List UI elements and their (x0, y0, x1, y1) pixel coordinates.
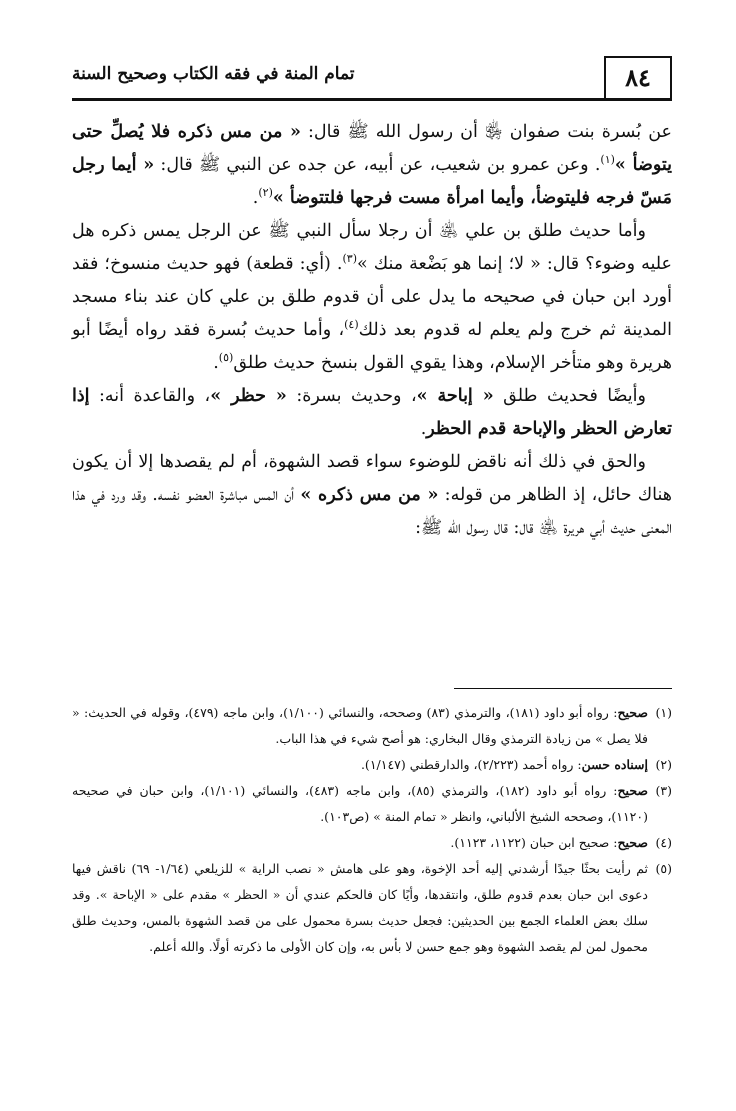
footnote-ref: (٣) (342, 252, 357, 266)
footnote-grade: صحيح (617, 835, 648, 850)
text-run: . (420, 419, 427, 439)
footnote-ref: (٥) (218, 351, 234, 365)
footnote (72, 830, 672, 856)
footnote-text: : رواه أبو داود (١٨٢)، والترمذي (٨٥)، وابن ماجه (٤٨٣)، والنسائي (١/١٠١)، وابن حبان في صحيحه (١١٢٠)، وصححه الشيخ الألباني، وانظر « تمام المنة » (ص١٠٣). (72, 783, 648, 824)
footnote-ref: (٤) (344, 318, 359, 332)
footnote-grade: صحيح (617, 705, 648, 720)
footnote-number: (١) (655, 705, 672, 720)
text-run: أن المس مباشرة العضو نفسه. وقد ورد في هذا المعنى حديث أبي هريرة ﵁ قال: قال رسول الله ﷺ: (72, 485, 672, 538)
text-run: وأما حديث طلق بن علي ﵁ أن رجلا سأل النبي ﷺ عن الرجل يمس ذكره هل عليه وضوء؟ قال: « لا؛ إنما هو بَضْعة منك » (72, 221, 672, 274)
footnote-ref: (٢) (258, 186, 273, 200)
text-run: . (213, 353, 219, 373)
text-run: والحق في ذلك أنه ناقض للوضوء سواء قصد الشهوة، أم لم يقصدها إلا أن يكون هناك حائل، إذ الظاهر من قوله: (72, 452, 672, 505)
paragraph-2 (72, 215, 672, 380)
footnote-text: ثم رأيت بحثًا جيدًا أرشدني إليه أحد الإخوة، وهو على هامش « نصب الراية » للزيلعي (١/٦٤- ٦٩) ناقش فيها دعوى ابن حبان بعدم قدوم طلق، وانتقدها، وأيًا كان فالحكم عندي أن « الحظر » مقدم على « الإباحة ». وقد سلك بعض العلماء الجمع بين الحديثين: فجعل حديث بسرة محمول على من قصد الشهوة بالمس، وحديث طلق محمول لمن لم يقصد الشهوة وهو جمع حسن لا بأس به، وإن كان الأولى ما ذكرته أولًا. والله أعلم. (72, 861, 649, 954)
text-run: . وعن عمرو بن شعيب، عن أبيه، عن جده عن النبي ﷺ قال: (154, 155, 601, 175)
text-run: ، والقاعدة أنه: (89, 386, 211, 406)
footnote-number: (٢) (655, 757, 672, 772)
text-run: وأيضًا فحديث طلق (493, 386, 646, 406)
footnote-text: : صحيح ابن حبان (١١٢٢، ١١٢٣). (450, 835, 618, 850)
footnote-separator (454, 688, 672, 689)
footnote (72, 778, 672, 830)
footnote (72, 856, 672, 960)
footnotes (72, 700, 672, 960)
paragraph-4 (72, 446, 672, 545)
hadith-quote: « أيما رجل مَسّ فرجه فليتوضأ، وأيما امرأة مست فرجها فلتتوضأ » (72, 155, 672, 208)
term-hadhr: « حظر » (210, 386, 287, 406)
footnote-number: (٥) (655, 861, 672, 876)
running-title: تمام المنة في فقه الكتاب وصحيح السنة (72, 64, 355, 84)
hadith-quote: « من مس ذكره » (300, 485, 439, 505)
main-text (72, 116, 672, 545)
footnote-ref: (١) (600, 153, 615, 167)
footnote-text: : رواه أحمد (٢/٢٢٣)، والدارقطني (١/١٤٧). (360, 757, 582, 772)
footnote-grade: إسناده حسن (581, 757, 648, 772)
footnote-number: (٣) (655, 783, 672, 798)
text-run: . (أي: قطعة) فهو حديث منسوخ؛ فقد أورد ابن حبان في صحيحه ما يدل على أن قدوم طلق بن علي كان عند بناء مسجد المدينة ثم خرج ولم يعلم له قدوم بعد ذلك (72, 254, 672, 340)
legal-maxim: إذا تعارض الحظر والإباحة قدم الحظر (72, 386, 672, 439)
footnote (72, 700, 672, 752)
text-run: . (252, 188, 259, 208)
page-header (72, 56, 672, 101)
text-run: ، وحديث بسرة: (286, 386, 417, 406)
page-number: ٨٤ (604, 56, 672, 98)
footnote-number: (٤) (655, 835, 672, 850)
footnote (72, 752, 672, 778)
paragraph-1 (72, 116, 672, 215)
hadith-quote: « من مس ذكره فلا يُصلِّ حتى يتوضأ » (72, 122, 673, 175)
term-ibaha: « إباحة » (416, 386, 494, 406)
footnote-grade: صحيح (617, 783, 649, 798)
footnote-text: : رواه أبو داود (١٨١)، والترمذي (٨٣) وصححه، والنسائي (١/١٠٠)، وابن ماجه (٤٧٩)، وقوله في الحديث: « فلا يصل » من زيادة الترمذي وقال البخاري: هو أصح شيء في هذا الباب. (72, 705, 648, 746)
text-run: ، وأما حديث بُسرة فقد رواه أيضًا أبو هريرة وهو متأخر الإسلام، وهذا يقوي القول بنسخ حديث طلق (72, 320, 672, 373)
paragraph-3 (72, 380, 672, 446)
text-run: عن بُسرة بنت صفوان ﵂ أن رسول الله ﷺ قال: (300, 122, 672, 142)
